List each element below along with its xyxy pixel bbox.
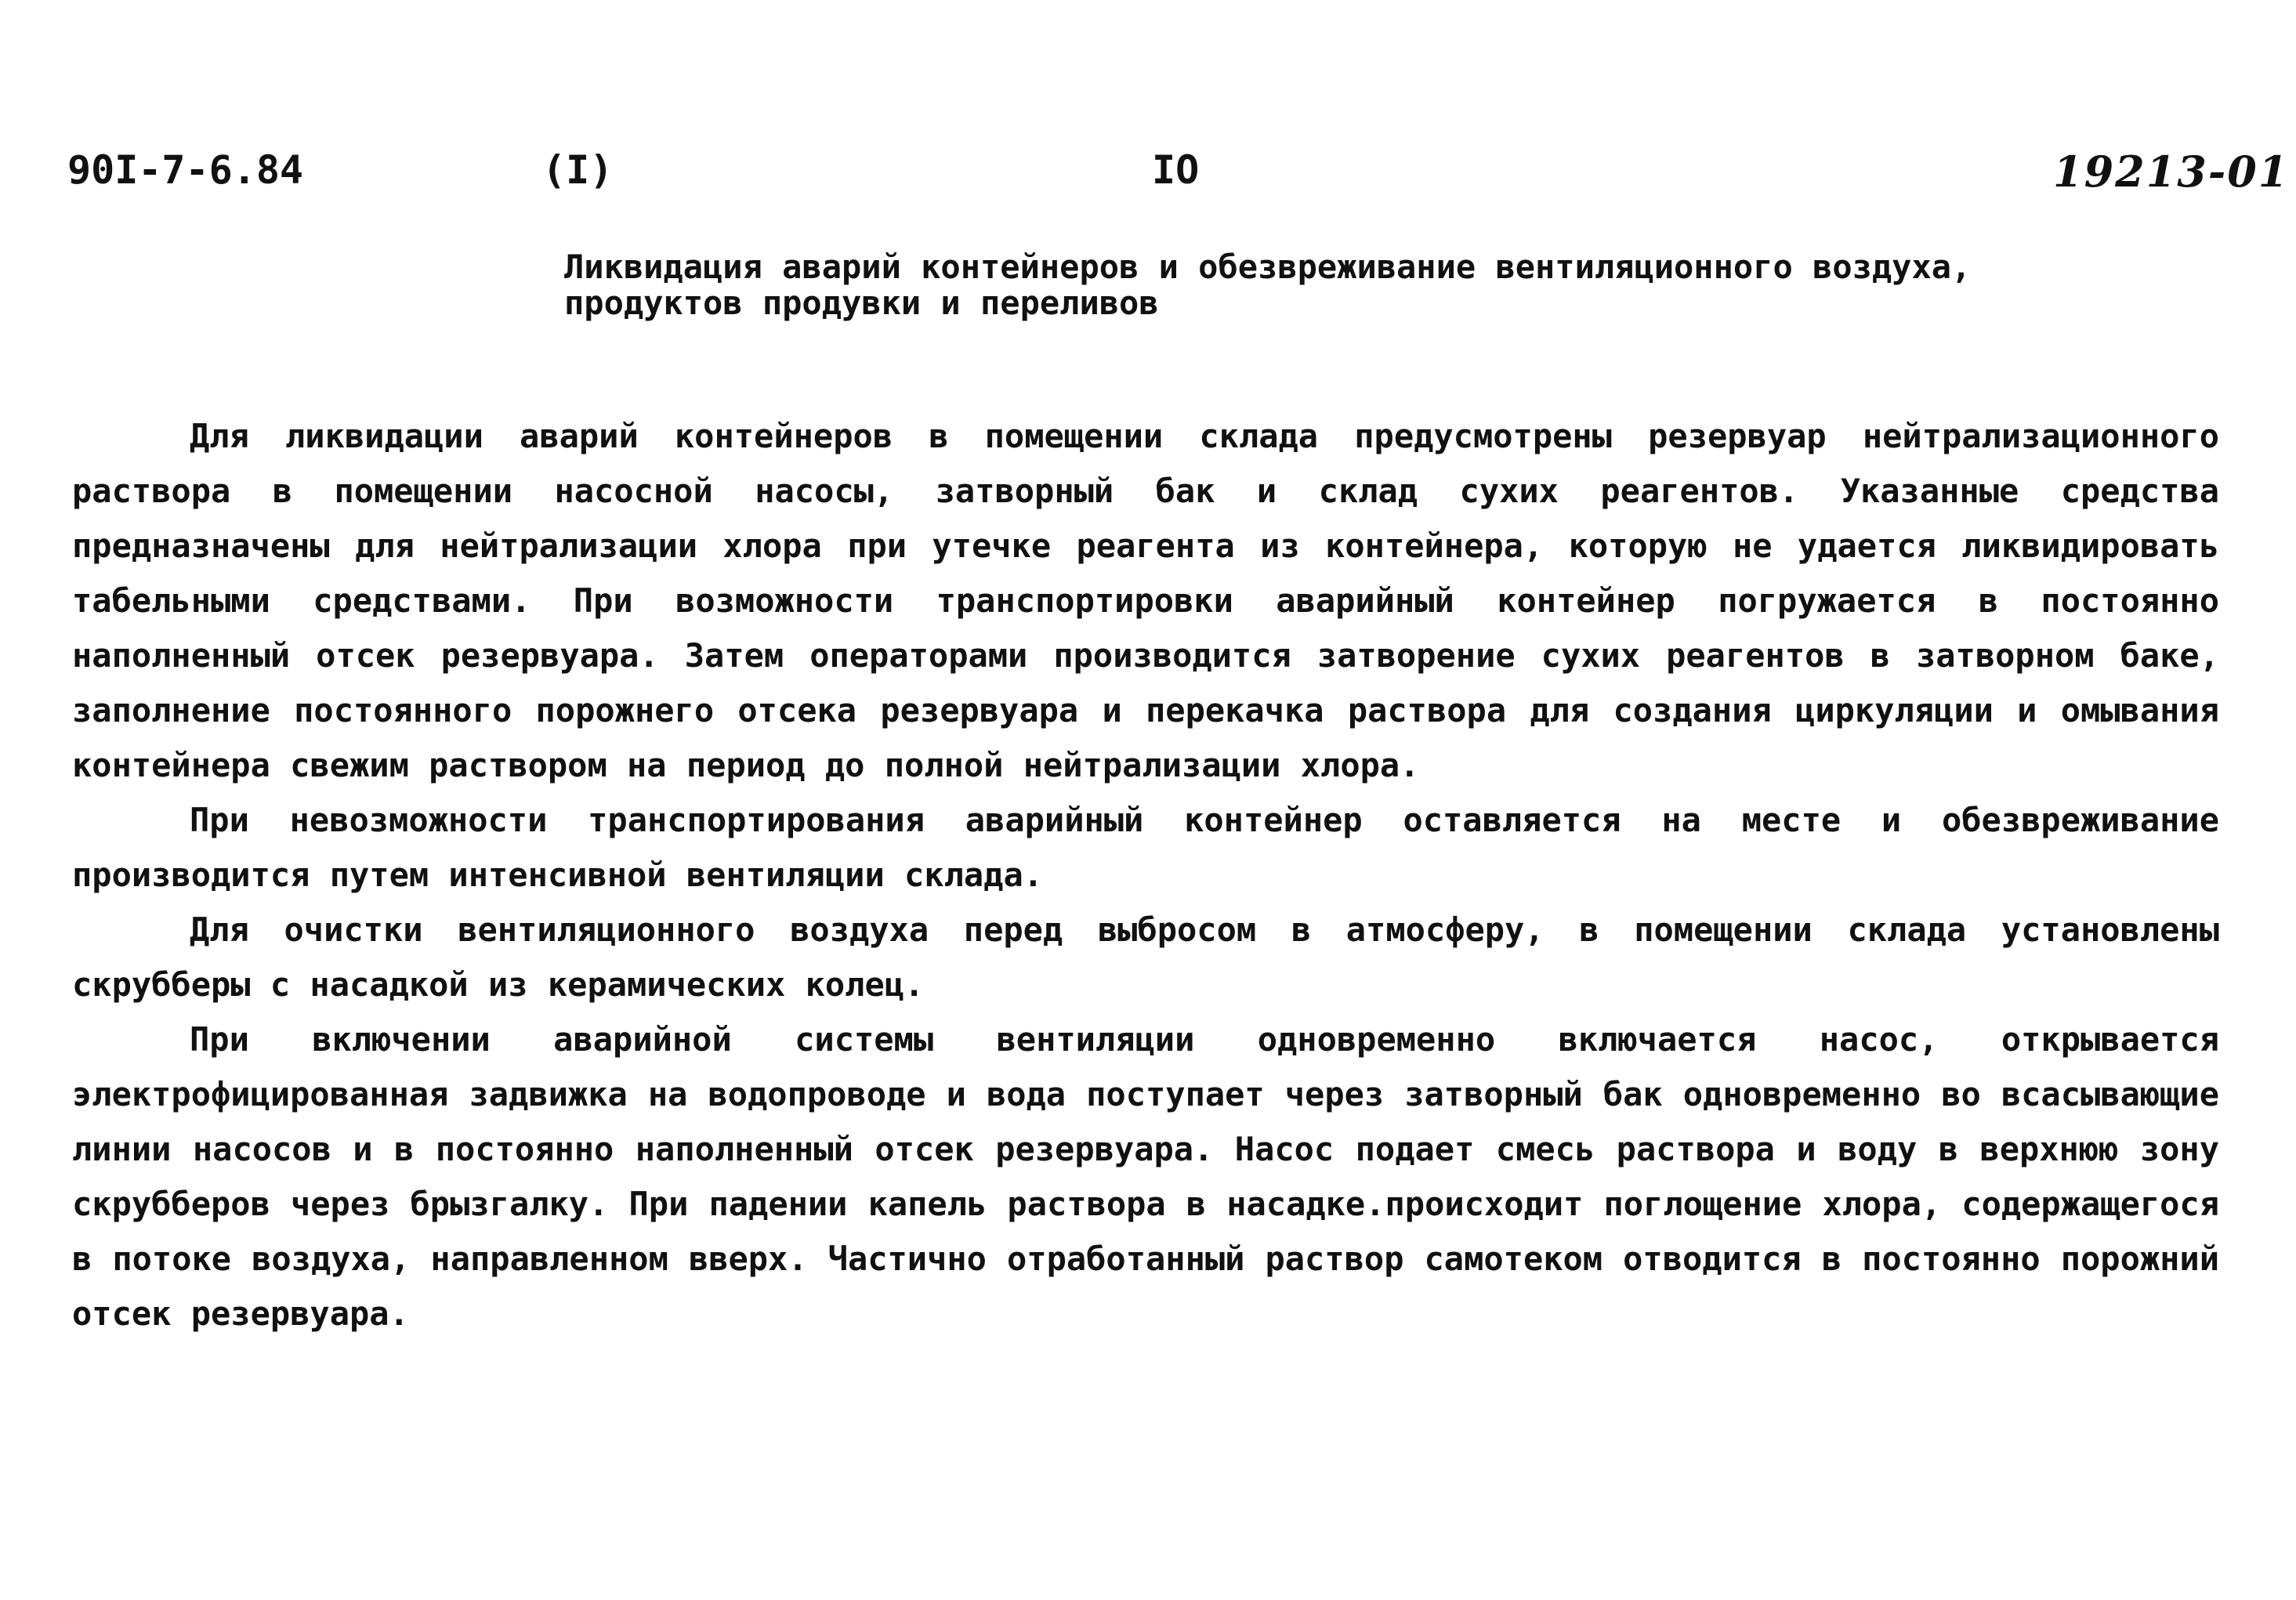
section-title: Ликвидация аварий контейнеров и обезвреживание вентиляционного воздуха, продуктов продувки и переливов [564, 248, 1972, 322]
paragraph: Для очистки вентиляционного воздуха перед выбросом в атмосферу, в помещении склада установлены скрубберы с насадкой из керамических колец. [72, 910, 2219, 1004]
body-text [72, 409, 2219, 1341]
paragraph: При невозможности транспортирования аварийный контейнер оставляется на месте и обезвреживание производится путем интенсивной вентиляции склада. [72, 801, 2219, 894]
part-number: (I) [542, 147, 614, 193]
paragraph: Для ликвидации аварий контейнеров в помещении склада предусмотрены резервуар нейтрализационного раствора в помещении насосной насосы, затворный бак и склад сухих реагентов. Указанные средства предназначены для нейтрализации хлора при утечке реагента из контейнера, которую не удается ликвидировать табельными средствами. При возможности транспортировки аварийный контейнер погружается в постоянно наполненный отсек резервуара. Затем операторами производится затворение сухих реагентов в затворном баке, заполнение постоянного порожнего отсека резервуара и перекачка раствора для создания циркуляции и омывания контейнера свежим раствором на период до полной нейтрализации хлора. [72, 417, 2219, 784]
page-number: IO [1152, 147, 1200, 193]
sheet-code: 19213-01 [2053, 147, 2290, 197]
paragraph: При включении аварийной системы вентиляции одновременно включается насос, открывается электрофицированная задвижка на водопроводе и вода поступает через затворный бак одновременно во всасывающие линии насосов и в постоянно наполненный отсек резервуара. Насос подает смесь раствора и воду в верхнюю зону скрубберов через брызгалку. При падении капель раствора в насадке.происходит поглощение хлора, содержащегося в потоке воздуха, направленном вверх. Частично отработанный раствор самотеком отводится в постоянно порожний отсек резервуара. [72, 1020, 2219, 1333]
document-code: 90I-7-6.84 [67, 147, 304, 193]
